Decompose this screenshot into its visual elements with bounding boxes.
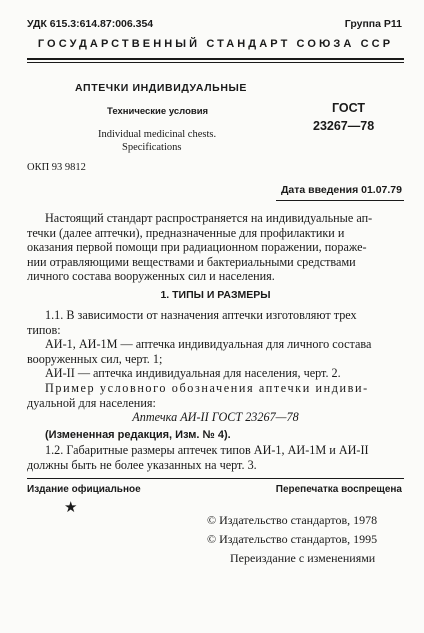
standard-title: ГОСУДАРСТВЕННЫЙ СТАНДАРТ СОЮЗА ССР — [37, 38, 394, 50]
intro-line: нии отравляющими веществами и бактериальными средствами — [27, 254, 356, 269]
official-edition: Издание официальное — [27, 484, 141, 495]
copyright-1978: © Издательство стандартов, 1978 — [207, 513, 378, 527]
clause-line: 1.1. В зависимости от назначения аптечки изготовляют трех — [45, 308, 357, 322]
example-line: Пример условного обозначения аптечки индиви- — [45, 381, 369, 395]
group-code: Группа Р11 — [344, 18, 402, 30]
footer-rule — [27, 478, 404, 479]
intro-line: оказания первой помощи при радиационном поражении, пораже- — [27, 240, 367, 255]
intro-line: личного состава вооруженных сил и населения. — [27, 269, 275, 284]
standard-name-ru: АПТЕЧКИ ИНДИВИДУАЛЬНЫЕ — [75, 82, 247, 94]
standard-name-en-line2: Specifications — [122, 142, 182, 153]
designation-text: Аптечка АИ-II ГОСТ 23267—78 — [132, 410, 299, 424]
date-introduction: Дата введения 01.07.79 — [280, 184, 402, 196]
reissue-note: Переиздание с изменениями — [230, 551, 376, 565]
example-line: дуальной для населения: — [27, 395, 156, 410]
clause-1-1 — [27, 308, 402, 337]
amendment-note: (Измененная редакция, Изм. № 4). — [45, 429, 231, 441]
type-line: вооруженных сил, черт. 1; — [27, 351, 163, 366]
type-ai1 — [27, 337, 402, 366]
clause-line: должны быть не более указанных на черт. 3. — [27, 457, 257, 472]
type-line: АИ-II — аптечка индивидуальная для населения, черт. 2. — [45, 366, 341, 380]
type-ai2 — [27, 366, 402, 381]
standard-name-en-line1: Individual medicinal chests. — [98, 129, 217, 140]
header-double-rule-bottom — [27, 62, 404, 63]
intro-paragraph — [27, 211, 402, 284]
gost-number: 23267—78 — [313, 119, 375, 133]
reprint-prohibited: Перепечатка воспрещена — [275, 484, 402, 495]
intro-line: Настоящий стандарт распространяется на индивидуальные ап- — [45, 211, 373, 225]
clause-line: типов: — [27, 322, 61, 337]
okp-code: ОКП 93 9812 — [27, 162, 86, 173]
gost-label: ГОСТ — [332, 101, 365, 115]
header-double-rule-top — [27, 58, 404, 60]
standard-subtitle-ru: Технические условия — [107, 106, 209, 117]
udk-code: УДК 615.3:614.87:006.354 — [27, 18, 154, 30]
star-icon: ★ — [64, 500, 78, 516]
intro-line: течки (далее аптечки), предназначенные для профилактики и — [27, 225, 345, 240]
clause-1-2 — [27, 443, 402, 472]
section-heading: 1. ТИПЫ И РАЗМЕРЫ — [160, 289, 271, 301]
clause-line: 1.2. Габаритные размеры аптечек типов АИ-1, АИ-1М и АИ-II — [45, 443, 369, 457]
date-underline — [276, 200, 404, 201]
designation-example — [27, 381, 402, 410]
copyright-1995: © Издательство стандартов, 1995 — [207, 532, 378, 546]
type-line: АИ-1, АИ-1М — аптечка индивидуальная для личного состава — [45, 337, 372, 351]
